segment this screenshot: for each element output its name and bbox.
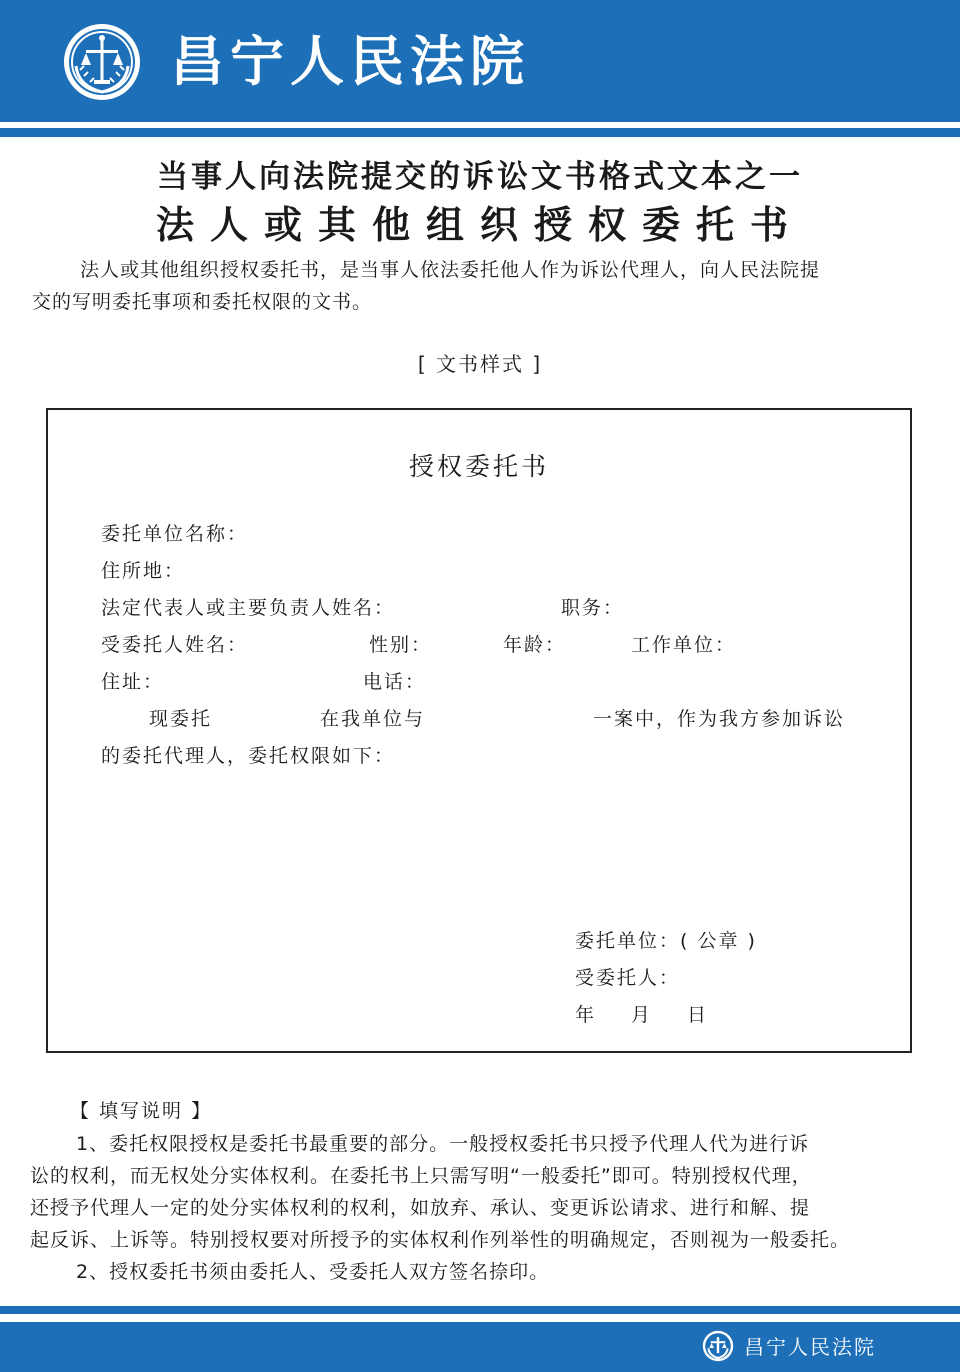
- form-template-box: [46, 408, 912, 1053]
- position-label: 职务：: [561, 597, 625, 619]
- notes-item-1-line-4: 起反诉、上诉等。特别授权要对所授予的实体权利作列举性的明确规定，否则视为一般委托。: [30, 1229, 851, 1251]
- notes-title: 【 填写说明 】: [70, 1100, 213, 1122]
- age-label: 年龄：: [503, 634, 567, 656]
- entrust-now-text: 现委托: [149, 708, 213, 730]
- residence-label: 住所地：: [101, 560, 186, 582]
- intro-paragraph: [32, 254, 932, 318]
- agent-name-label: 受委托人姓名：: [101, 634, 249, 656]
- section-label: [ 文书样式 ]: [417, 352, 543, 376]
- legal-rep-label: 法定代表人或主要负责人姓名：: [101, 597, 396, 619]
- notes-item-1-line: [30, 1192, 936, 1224]
- notes-item-1-line-2: 讼的权利，而无权处分实体权利。在委托书上只需写明“一般委托”即可。特别授权代理，: [30, 1165, 812, 1187]
- notes-item-1-line-1: 1、委托权限授权是委托书最重要的部分。一般授权委托书只授予代理人代为进行诉: [76, 1133, 810, 1155]
- sign-agent-label: 受委托人：: [575, 967, 681, 989]
- date-month-label: 月: [631, 1004, 653, 1026]
- address-label: 住址：: [101, 671, 165, 693]
- page-title: 法人或其他组织授权委托书: [155, 203, 804, 247]
- page-header: [0, 0, 960, 122]
- notes-item-1-line: [30, 1160, 936, 1192]
- notes-item-2: [30, 1256, 936, 1288]
- intro-line-1: 法人或其他组织授权委托书，是当事人依法委托他人作为诉讼代理人，向人民法院提: [80, 259, 821, 281]
- court-name-header: 昌宁人民法院: [170, 30, 530, 93]
- gender-label: 性别：: [369, 634, 433, 656]
- court-name-footer: 昌宁人民法院: [744, 1335, 876, 1359]
- notes-body: [30, 1128, 936, 1288]
- form-title: 授权委托书: [408, 452, 549, 481]
- unit-name-label: 委托单位名称：: [101, 523, 249, 545]
- page-footer: [0, 1322, 960, 1372]
- header-stripe: [0, 128, 960, 137]
- phone-label: 电话：: [363, 671, 427, 693]
- entrust-case-text: 一案中，作为我方参加诉讼: [593, 708, 846, 730]
- footer-stripe: [0, 1306, 960, 1314]
- entrust-unit-text: 在我单位与: [320, 708, 426, 730]
- notes-item-2-text: 2、授权委托书须由委托人、受委托人双方签名捺印。: [76, 1261, 550, 1283]
- entrust-scope-text: 的委托代理人，委托权限如下：: [101, 745, 396, 767]
- sign-unit-label: 委托单位：( 公章 ): [575, 930, 757, 952]
- series-title: 当事人向法院提交的诉讼文书格式文本之一: [157, 159, 803, 195]
- date-day-label: 日: [687, 1004, 709, 1026]
- court-emblem-icon: [62, 22, 142, 102]
- notes-item-1-line: [30, 1128, 936, 1160]
- notes-item-1-line-3: 还授予代理人一定的处分实体权利的权利，如放弃、承认、变更诉讼请求、进行和解、提: [30, 1197, 811, 1219]
- notes-item-1-line: [30, 1224, 936, 1256]
- intro-line-2: 交的写明委托事项和委托权限的文书。: [32, 291, 373, 313]
- workplace-label: 工作单位：: [631, 634, 737, 656]
- date-year-label: 年: [575, 1004, 597, 1026]
- court-emblem-icon: [702, 1330, 734, 1362]
